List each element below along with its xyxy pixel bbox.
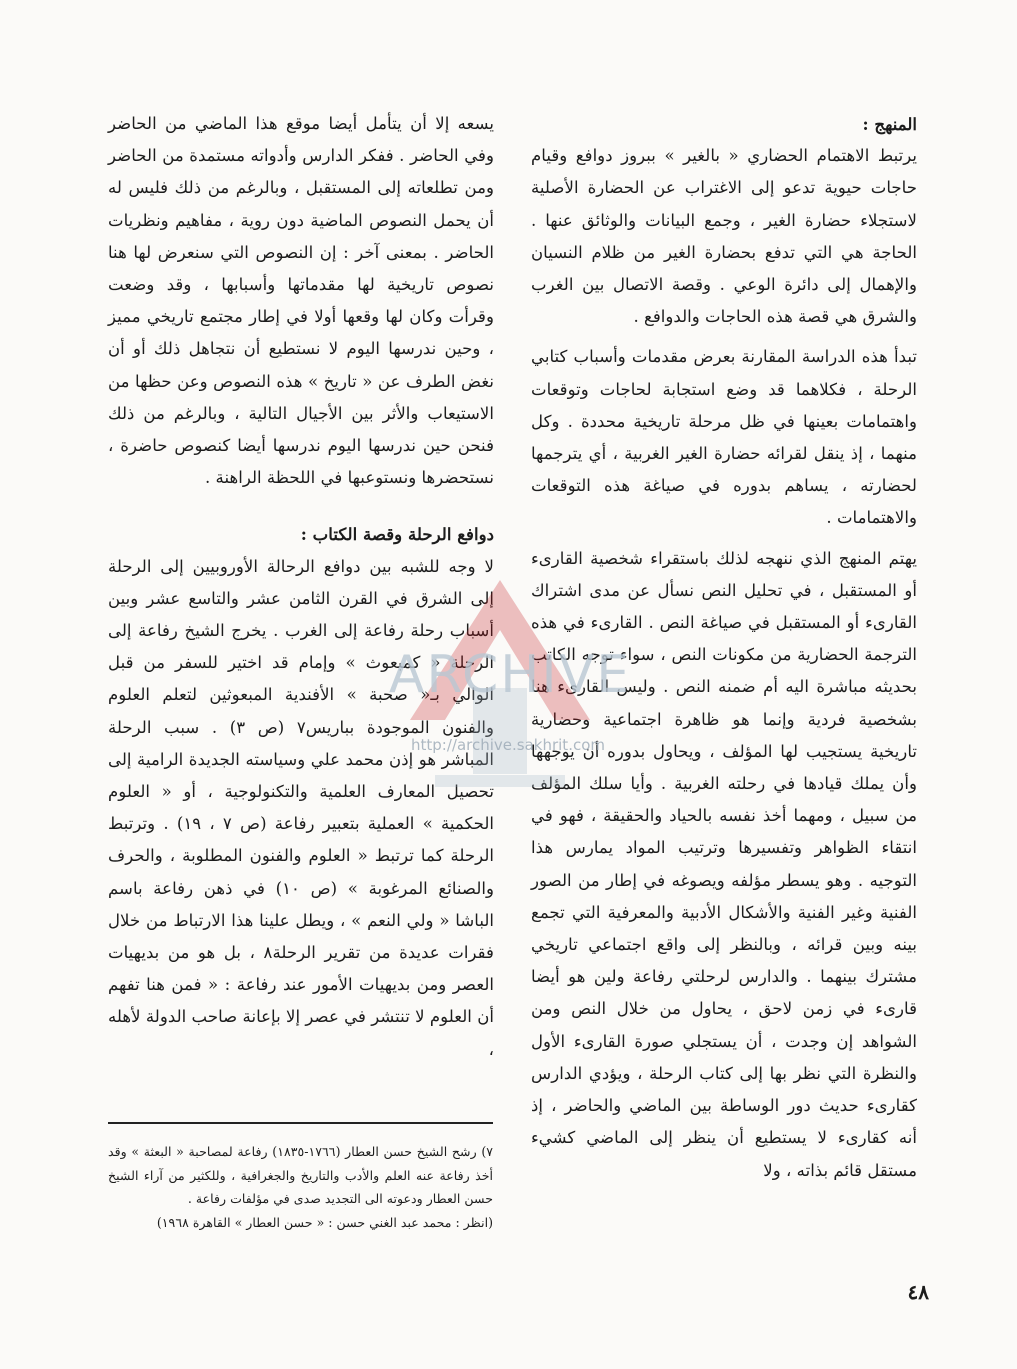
footnote-divider xyxy=(108,1122,493,1124)
footnote-text: ٧) رشح الشيخ حسن العطار (١٧٦٦-١٨٣٥) رفاعة لمصاحبة « البعثة » وقد أخذ رفاعة عنه العلم والأدب والتاريخ والجغرافية ، وللكثير من آراء الشيخ حسن العطار ودعوته الى التجديد صدى في مؤلفات رفاعة . xyxy=(108,1144,493,1206)
paragraph: يهتم المنهج الذي ننهجه لذلك باستقراء شخصية القارىء أو المستقبل ، في تحليل النص نسأل عن مدى اشتراك القارىء أو المستقبل في صياغة النص . القارىء في هذه الترجمة الحضارية من مكونات النص ، سواء توجه الكاتب بحديثه مباشرة اليه أم ضمنه النص . وليس القارىء هنا بشخصية فردية وإنما هو ظاهرة اجتماعية وحضارية تاريخية يستجيب لها المؤلف ، ويحاول بدوره أن يوجهها وأن يملك قيادها في رحلته الغربية . وأيا سلك المؤلف من سبيل ، ومهما أخذ نفسه بالحياد والحقيقة ، فهو في انتقاء الظواهر وتفسيرها وترتيب المواد يمارس هذا التوجيه . وهو يسطر مؤلفه ويصوغه في إطار من الصور الفنية وغير الفنية والأشكال الأدبية والمعرفية التي تجمع بينه وبين قرائه ، وبالنظر إلى واقع اجتماعي تاريخي مشترك بينهما . والدارس لرحلتي رفاعة ولين هو أيضا قارىء في زمن لاحق ، يحاول من خلال النص ومن الشواهد إن وجدت ، أن يستجلي صورة القارىء الأول والنظرة التي نظر بها إلى كتاب الرحلة ، ويؤدي الدارس كقارىء حديث دور الوساطة بين الماضي والحاضر ، إذ أنه كقارىء لا يستطيع أن ينظر إلى الماضي كشيء مستقل قائم بذاته ، ولا xyxy=(531,548,917,1180)
watermark-text: ARCHIVE xyxy=(388,645,632,705)
paragraph: يرتبط الاهتمام الحضاري « بالغير » ببروز دوافع وقيام حاجات حيوية تدعو إلى الاغتراب عن الحضارة الأصلية لاستجلاء حضارة الغير ، وجمع البيانات والوثائق عنها . الحاجة هي التي تدفع بحضارة الغير من ظلام النسيان والإهمال إلى دائرة الوعي . وقصة الاتصال بين الغرب والشرق هي قصة هذه الحاجات والدوافع . xyxy=(531,146,917,327)
paragraph: تبدأ هذه الدراسة المقارنة بعرض مقدمات وأسباب كتابي الرحلة ، فكلاهما قد وضع استجابة لحاجات وتوقعات واهتمامات بعينها في ظل مرحلة تاريخية محددة . وكل منهما ، إذ ينقل لقرائه حضارة الغير الغربية ، أي يترجمها لحضارته ، يساهم بدوره في صياغة هذه التوقعات والاهتمامات . xyxy=(531,347,917,528)
footnote xyxy=(108,1140,493,1234)
right-column xyxy=(531,108,917,1187)
watermark-url: http://archive.sakhrit.com xyxy=(411,736,605,754)
paragraph: لا وجه للشبه بين دوافع الرحالة الأوروبيين إلى الرحلة إلى الشرق في القرن الثامن عشر والتاسع عشر وبين أسباب رحلة رفاعة إلى الغرب . يخرج الشيخ رفاعة إلى الرحلة « كمبعوث » وإمام قد اختير للسفر من قبل الوالي بـ« صحبة » الأفندية المبعوثين لتعلم العلوم والفنون الموجودة بباريس٧ (ص ٣) . سبب الرحلة المباشر هو إذن محمد علي وسياسته الجديدة الرامية إلى تحصيل المعارف العلمية والتكنولوجية ، أو « العلوم الحكمية » العملية بتعبير رفاعة (ص ٧ ، ١٩) . وترتبط الرحلة كما ترتبط « العلوم والفنون المطلوبة ، والحرف والصنائع المرغوبة » (ص ١٠) في ذهن رفاعة باسم الباشا « ولي النعم » ، ويطل علينا هذا الارتباط من خلال فقرات عديدة من تقرير الرحلة٨ ، بل هو من بديهيات العصر ومن بديهيات الأمور عند رفاعة : « فمن هنا تفهم أن العلوم لا تنتشر في عصر إلا بإعانة صاحب الدولة لأهله ، xyxy=(108,556,495,1059)
page-number: ٤٨ xyxy=(907,1280,929,1304)
paragraph: يسعه إلا أن يتأمل أيضا موقع هذا الماضي من الحاضر وفي الحاضر . ففكر الدارس وأدواته مستمدة من الحاضر ومن تطلعاته إلى المستقبل ، وبالرغم من ذلك فليس له أن يحمل النصوص الماضية دون روية ، مفاهيم ونظريات الحاضر . بمعنى آخر : إن النصوص التي سنعرض لها هنا نصوص تاريخية لها مقدماتها وأسبابها ، وقد وضعت وقرأت وكان لها وقعها أولا في إطار مجتمع تاريخي مميز ، وحين ندرسها اليوم لا نستطيع أن نتجاهل ذلك أو أن نغض الطرف عن « تاريخ » هذه النصوص وعن حظها من الاستيعاب والأثر بين الأجيال التالية ، وبالرغم من ذلك فنحن حين ندرسها اليوم ندرسها أيضا كنصوص حاضرة ، نستحضرها ونستوعبها في اللحظة الراهنة . xyxy=(108,114,494,488)
left-column xyxy=(108,108,494,1066)
footnote-reference: (انظر : محمد عبد الغني حسن : « حسن العطار » القاهرة ١٩٦٨) xyxy=(156,1214,493,1230)
section-heading-motives: دوافع الرحلة وقصة الكتاب : xyxy=(300,524,494,545)
section-heading-method: المنهج : xyxy=(862,114,917,134)
